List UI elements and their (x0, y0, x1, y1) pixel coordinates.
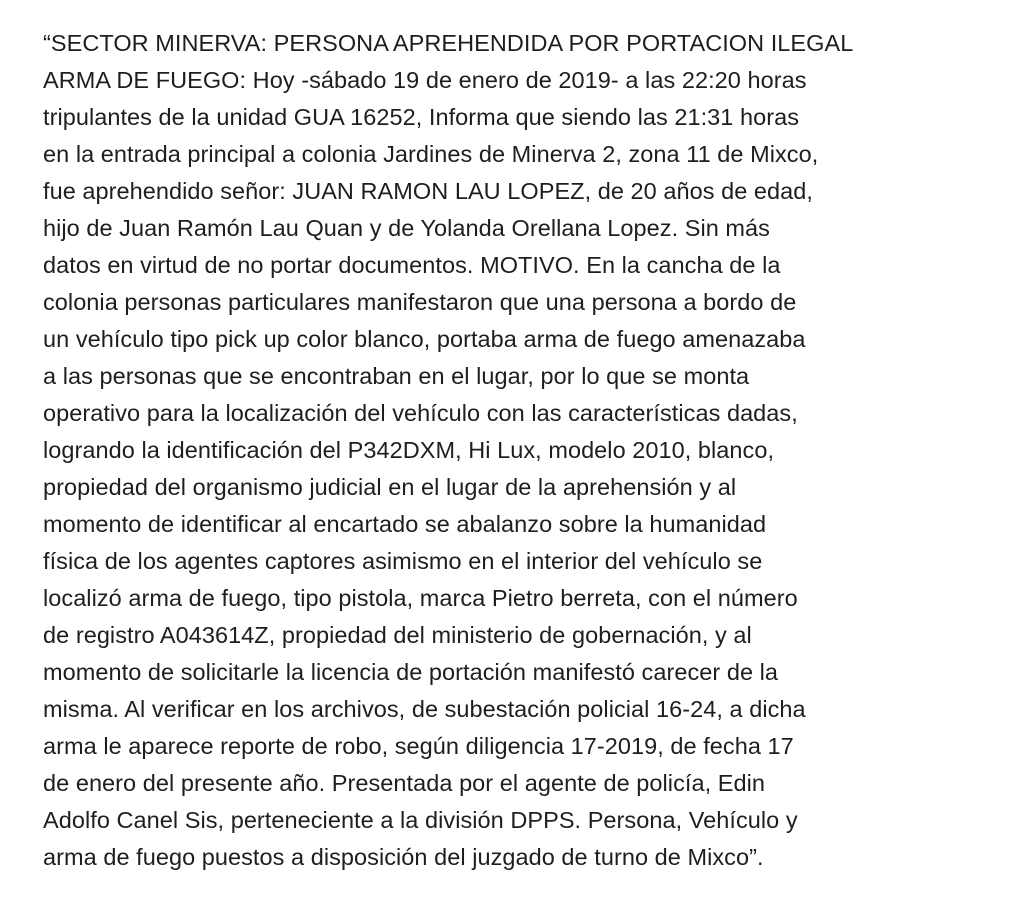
post-text-line: un vehículo tipo pick up color blanco, portaba arma de fuego amenazaba (43, 326, 806, 352)
post-text-line: de registro A043614Z, propiedad del ministerio de gobernación, y al (43, 622, 752, 648)
post-text-line: colonia personas particulares manifestaron que una persona a bordo de (43, 289, 797, 315)
post-text-line: “SECTOR MINERVA: PERSONA APREHENDIDA POR PORTACION ILEGAL (43, 30, 854, 56)
post-text-line: en la entrada principal a colonia Jardines de Minerva 2, zona 11 de Mixco, (43, 141, 819, 167)
post-text-line: localizó arma de fuego, tipo pistola, marca Pietro berreta, con el número (43, 585, 798, 611)
post-text-line: Adolfo Canel Sis, perteneciente a la división DPPS. Persona, Vehículo y (43, 807, 798, 833)
post-text-line: a las personas que se encontraban en el lugar, por lo que se monta (43, 363, 750, 389)
post-text-line: de enero del presente año. Presentada por el agente de policía, Edin (43, 770, 765, 796)
post-text-line: hijo de Juan Ramón Lau Quan y de Yolanda Orellana Lopez. Sin más (43, 215, 770, 241)
post-text-line: datos en virtud de no portar documentos. MOTIVO. En la cancha de la (43, 252, 781, 278)
post-text-line: propiedad del organismo judicial en el lugar de la aprehensión y al (43, 474, 737, 500)
post-text-line: tripulantes de la unidad GUA 16252, Informa que siendo las 21:31 horas (43, 104, 800, 130)
post-text-line: misma. Al verificar en los archivos, de subestación policial 16-24, a dicha (43, 696, 806, 722)
post-text-line: fue aprehendido señor: JUAN RAMON LAU LOPEZ, de 20 años de edad, (43, 178, 813, 204)
post-text-line: física de los agentes captores asimismo en el interior del vehículo se (43, 548, 763, 574)
post-text-line: arma de fuego puestos a disposición del juzgado de turno de Mixco”. (43, 844, 764, 870)
post-text-line: ARMA DE FUEGO: Hoy -sábado 19 de enero de 2019- a las 22:20 horas (43, 67, 807, 93)
post-text-line: operativo para la localización del vehículo con las características dadas, (43, 400, 798, 426)
post-text-line: arma le aparece reporte de robo, según diligencia 17-2019, de fecha 17 (43, 733, 794, 759)
post-text-line: logrando la identificación del P342DXM, Hi Lux, modelo 2010, blanco, (43, 437, 775, 463)
post-text-line: momento de solicitarle la licencia de portación manifestó carecer de la (43, 659, 779, 685)
post-text-line: momento de identificar al encartado se abalanzo sobre la humanidad (43, 511, 767, 537)
